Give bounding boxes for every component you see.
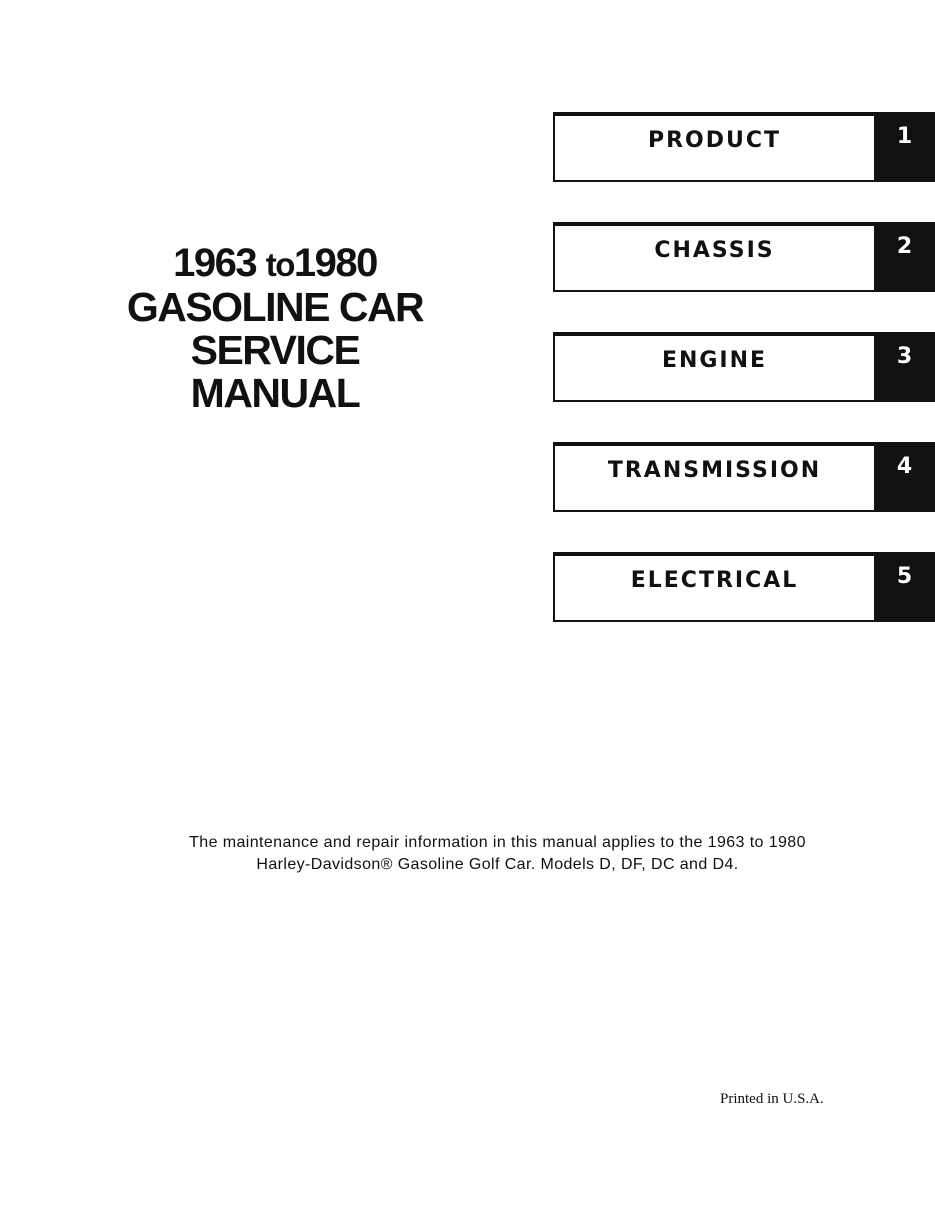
section-number: 1 [896,124,913,149]
section-label: TRANSMISSION [607,458,822,483]
section-number: 5 [896,564,913,589]
printed-in-usa: Printed in U.S.A. [720,1091,824,1107]
applicability-note-line-1: The maintenance and repair information in this manual applies to the 1963 to 1980 [189,834,806,851]
section-number: 4 [896,454,913,479]
section-label: ELECTRICAL [630,568,799,593]
section-label: ENGINE [661,348,768,373]
manual-title [120,242,430,415]
section-tab-electrical[interactable] [553,552,935,622]
section-label-box [553,112,874,182]
applicability-note [120,832,875,876]
title-line-service: SERVICE [190,327,360,373]
section-tab-engine[interactable] [553,332,935,402]
section-label-box [553,442,874,512]
title-year-end: 1980 [293,241,377,285]
section-number: 2 [896,234,913,259]
title-year-to: to [265,246,294,283]
section-number: 3 [896,344,913,369]
title-line-manual: MANUAL [190,370,360,416]
section-number-box [874,112,935,182]
section-label: PRODUCT [647,128,782,153]
section-tab-chassis[interactable] [553,222,935,292]
section-label-box [553,552,874,622]
section-number-box [874,332,935,402]
section-tab-product[interactable] [553,112,935,182]
section-tab-transmission[interactable] [553,442,935,512]
section-number-box [874,442,935,512]
section-label-box [553,332,874,402]
section-label: CHASSIS [654,238,775,263]
section-number-box [874,552,935,622]
section-label-box [553,222,874,292]
title-year-start: 1963 [173,241,257,285]
applicability-note-line-2: Harley-Davidson® Gasoline Golf Car. Models D, DF, DC and D4. [256,856,739,873]
section-number-box [874,222,935,292]
title-line-gasoline-car: GASOLINE CAR [126,284,424,330]
title-years [120,242,430,286]
